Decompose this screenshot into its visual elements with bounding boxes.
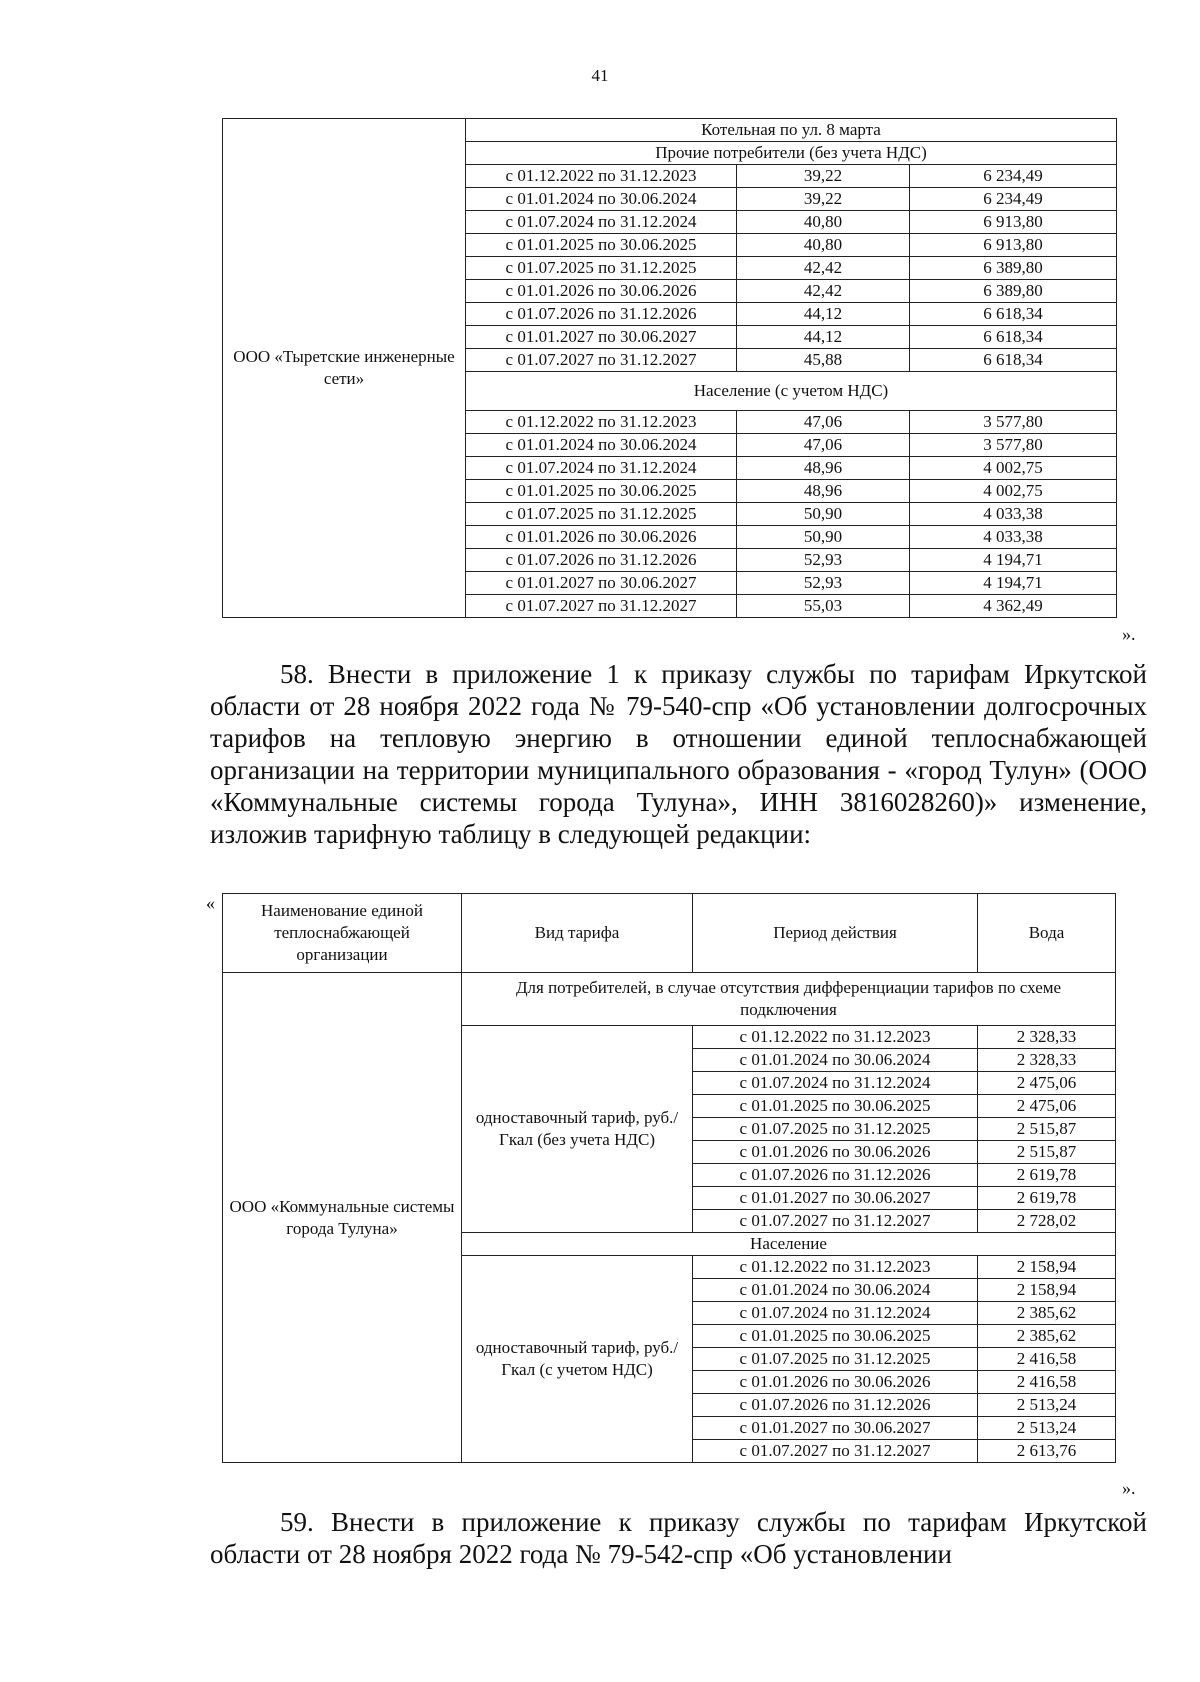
tariff-type-cell: одноставочный тариф, руб./Гкал (без учета НДС) (462, 1026, 693, 1233)
value-cell: 2 416,58 (978, 1371, 1116, 1394)
value-cell: 2 385,62 (978, 1325, 1116, 1348)
opening-quote-2: « (206, 893, 215, 913)
period-cell: с 01.12.2022 по 31.12.2023 (693, 1026, 978, 1049)
period-cell: с 01.01.2026 по 30.06.2026 (466, 280, 737, 303)
value-cell: 4 033,38 (910, 526, 1117, 549)
value-cell: 4 002,75 (910, 480, 1117, 503)
paragraph-58 (210, 658, 1147, 850)
period-cell: с 01.12.2022 по 31.12.2023 (466, 411, 737, 434)
value-cell: 2 513,24 (978, 1417, 1116, 1440)
period-cell: с 01.07.2026 по 31.12.2026 (693, 1394, 978, 1417)
value-cell: 2 515,87 (978, 1118, 1116, 1141)
header-period: Период действия (693, 894, 978, 973)
value-cell: 4 194,71 (910, 572, 1117, 595)
period-cell: с 01.07.2024 по 31.12.2024 (466, 457, 737, 480)
period-cell: с 01.07.2024 по 31.12.2024 (693, 1302, 978, 1325)
tariff-type-cell: одноставочный тариф, руб./Гкал (с учетом НДС) (462, 1256, 693, 1463)
value-cell: 2 158,94 (978, 1279, 1116, 1302)
period-cell: с 01.01.2027 по 30.06.2027 (466, 326, 737, 349)
period-cell: с 01.12.2022 по 31.12.2023 (693, 1256, 978, 1279)
value-cell: 44,12 (737, 326, 910, 349)
tariff-table-tulun (222, 893, 1116, 1463)
value-cell: 4 033,38 (910, 503, 1117, 526)
value-cell: 52,93 (737, 572, 910, 595)
boiler-title: Котельная по ул. 8 марта (466, 119, 1117, 142)
value-cell: 6 913,80 (910, 211, 1117, 234)
header-org: Наименование единой теплоснабжающей организации (223, 894, 462, 973)
value-cell: 2 328,33 (978, 1049, 1116, 1072)
value-cell: 6 913,80 (910, 234, 1117, 257)
period-cell: с 01.01.2026 по 30.06.2026 (466, 526, 737, 549)
value-cell: 48,96 (737, 480, 910, 503)
value-cell: 2 385,62 (978, 1302, 1116, 1325)
closing-quote-2: ». (1122, 1478, 1136, 1498)
value-cell: 40,80 (737, 211, 910, 234)
period-cell: с 01.01.2025 по 30.06.2025 (466, 234, 737, 257)
period-cell: с 01.07.2024 по 31.12.2024 (693, 1072, 978, 1095)
value-cell: 3 577,80 (910, 411, 1117, 434)
period-cell: с 01.07.2027 по 31.12.2027 (693, 1440, 978, 1463)
value-cell: 42,42 (737, 280, 910, 303)
period-cell: с 01.07.2027 по 31.12.2027 (466, 349, 737, 372)
period-cell: с 01.01.2025 по 30.06.2025 (693, 1325, 978, 1348)
page-number: 41 (591, 66, 609, 85)
org-name-cell: ООО «Тыретские инженерные сети» (223, 119, 466, 618)
period-cell: с 01.01.2026 по 30.06.2026 (693, 1371, 978, 1394)
period-cell: с 01.07.2026 по 31.12.2026 (466, 549, 737, 572)
section-title: Население (462, 1233, 1116, 1256)
value-cell: 2 613,76 (978, 1440, 1116, 1463)
value-cell: 6 234,49 (910, 165, 1117, 188)
period-cell: с 01.07.2025 по 31.12.2025 (466, 503, 737, 526)
paragraph-59-text: Внести в приложение к приказу службы по тарифам Иркутской области от 28 ноября 2022 года № 79-542-спр «Об установлении (210, 1507, 1147, 1569)
period-cell: с 01.01.2024 по 30.06.2024 (466, 434, 737, 457)
section-title: Население (с учетом НДС) (466, 372, 1117, 411)
table-row (223, 973, 1116, 1026)
value-cell: 3 577,80 (910, 434, 1117, 457)
table-header-row (223, 894, 1116, 973)
period-cell: с 01.01.2025 по 30.06.2025 (693, 1095, 978, 1118)
value-cell: 4 002,75 (910, 457, 1117, 480)
org-name-cell: ООО «Коммунальные системы города Тулуна» (223, 973, 462, 1463)
value-cell: 2 475,06 (978, 1072, 1116, 1095)
paragraph-58-number: 58. (280, 659, 314, 689)
section-title: Для потребителей, в случае отсутствия дифференциации тарифов по схеме подключения (462, 973, 1116, 1026)
value-cell: 2 158,94 (978, 1256, 1116, 1279)
value-cell: 50,90 (737, 526, 910, 549)
period-cell: с 01.01.2027 по 30.06.2027 (693, 1187, 978, 1210)
closing-quote-1: ». (1122, 624, 1136, 644)
period-cell: с 01.01.2024 по 30.06.2024 (693, 1279, 978, 1302)
value-cell: 55,03 (737, 595, 910, 618)
value-cell: 2 416,58 (978, 1348, 1116, 1371)
value-cell: 47,06 (737, 411, 910, 434)
value-cell: 6 618,34 (910, 303, 1117, 326)
period-cell: с 01.01.2024 по 30.06.2024 (466, 188, 737, 211)
period-cell: с 01.01.2026 по 30.06.2026 (693, 1141, 978, 1164)
value-cell: 2 475,06 (978, 1095, 1116, 1118)
period-cell: с 01.07.2025 по 31.12.2025 (693, 1348, 978, 1371)
value-cell: 52,93 (737, 549, 910, 572)
period-cell: с 01.07.2025 по 31.12.2025 (693, 1118, 978, 1141)
value-cell: 2 515,87 (978, 1141, 1116, 1164)
value-cell: 2 513,24 (978, 1394, 1116, 1417)
period-cell: с 01.07.2024 по 31.12.2024 (466, 211, 737, 234)
period-cell: с 01.07.2027 по 31.12.2027 (466, 595, 737, 618)
period-cell: с 01.07.2026 по 31.12.2026 (466, 303, 737, 326)
value-cell: 39,22 (737, 188, 910, 211)
value-cell: 6 389,80 (910, 257, 1117, 280)
value-cell: 47,06 (737, 434, 910, 457)
value-cell: 4 194,71 (910, 549, 1117, 572)
value-cell: 40,80 (737, 234, 910, 257)
value-cell: 4 362,49 (910, 595, 1117, 618)
paragraph-58-text: Внести в приложение 1 к приказу службы по тарифам Иркутской области от 28 ноября 2022 года № 79-540-спр «Об установлении долгосрочных тарифов на тепловую энергию в отношении единой теплоснабжающей организации на территории муниципального образования - «город Тулун» (ООО «Коммунальные системы города Тулуна», ИНН 3816028260)» изменение, изложив тарифную таблицу в следующей редакции: (210, 659, 1148, 849)
period-cell: с 01.07.2026 по 31.12.2026 (693, 1164, 978, 1187)
section-title: Прочие потребители (без учета НДС) (466, 142, 1117, 165)
value-cell: 2 619,78 (978, 1187, 1116, 1210)
header-water: Вода (978, 894, 1116, 973)
value-cell: 39,22 (737, 165, 910, 188)
value-cell: 48,96 (737, 457, 910, 480)
period-cell: с 01.01.2027 по 30.06.2027 (466, 572, 737, 595)
value-cell: 6 234,49 (910, 188, 1117, 211)
tariff-table-tyret (222, 118, 1117, 618)
value-cell: 45,88 (737, 349, 910, 372)
period-cell: с 01.07.2027 по 31.12.2027 (693, 1210, 978, 1233)
period-cell: с 01.01.2025 по 30.06.2025 (466, 480, 737, 503)
header-tariff-type: Вид тарифа (462, 894, 693, 973)
value-cell: 2 328,33 (978, 1026, 1116, 1049)
value-cell: 2 619,78 (978, 1164, 1116, 1187)
value-cell: 50,90 (737, 503, 910, 526)
value-cell: 42,42 (737, 257, 910, 280)
paragraph-59 (210, 1506, 1147, 1570)
period-cell: с 01.12.2022 по 31.12.2023 (466, 165, 737, 188)
table-row (223, 119, 1117, 142)
value-cell: 6 618,34 (910, 326, 1117, 349)
period-cell: с 01.01.2027 по 30.06.2027 (693, 1417, 978, 1440)
value-cell: 44,12 (737, 303, 910, 326)
value-cell: 6 618,34 (910, 349, 1117, 372)
value-cell: 6 389,80 (910, 280, 1117, 303)
period-cell: с 01.01.2024 по 30.06.2024 (693, 1049, 978, 1072)
paragraph-59-number: 59. (280, 1507, 314, 1537)
value-cell: 2 728,02 (978, 1210, 1116, 1233)
period-cell: с 01.07.2025 по 31.12.2025 (466, 257, 737, 280)
